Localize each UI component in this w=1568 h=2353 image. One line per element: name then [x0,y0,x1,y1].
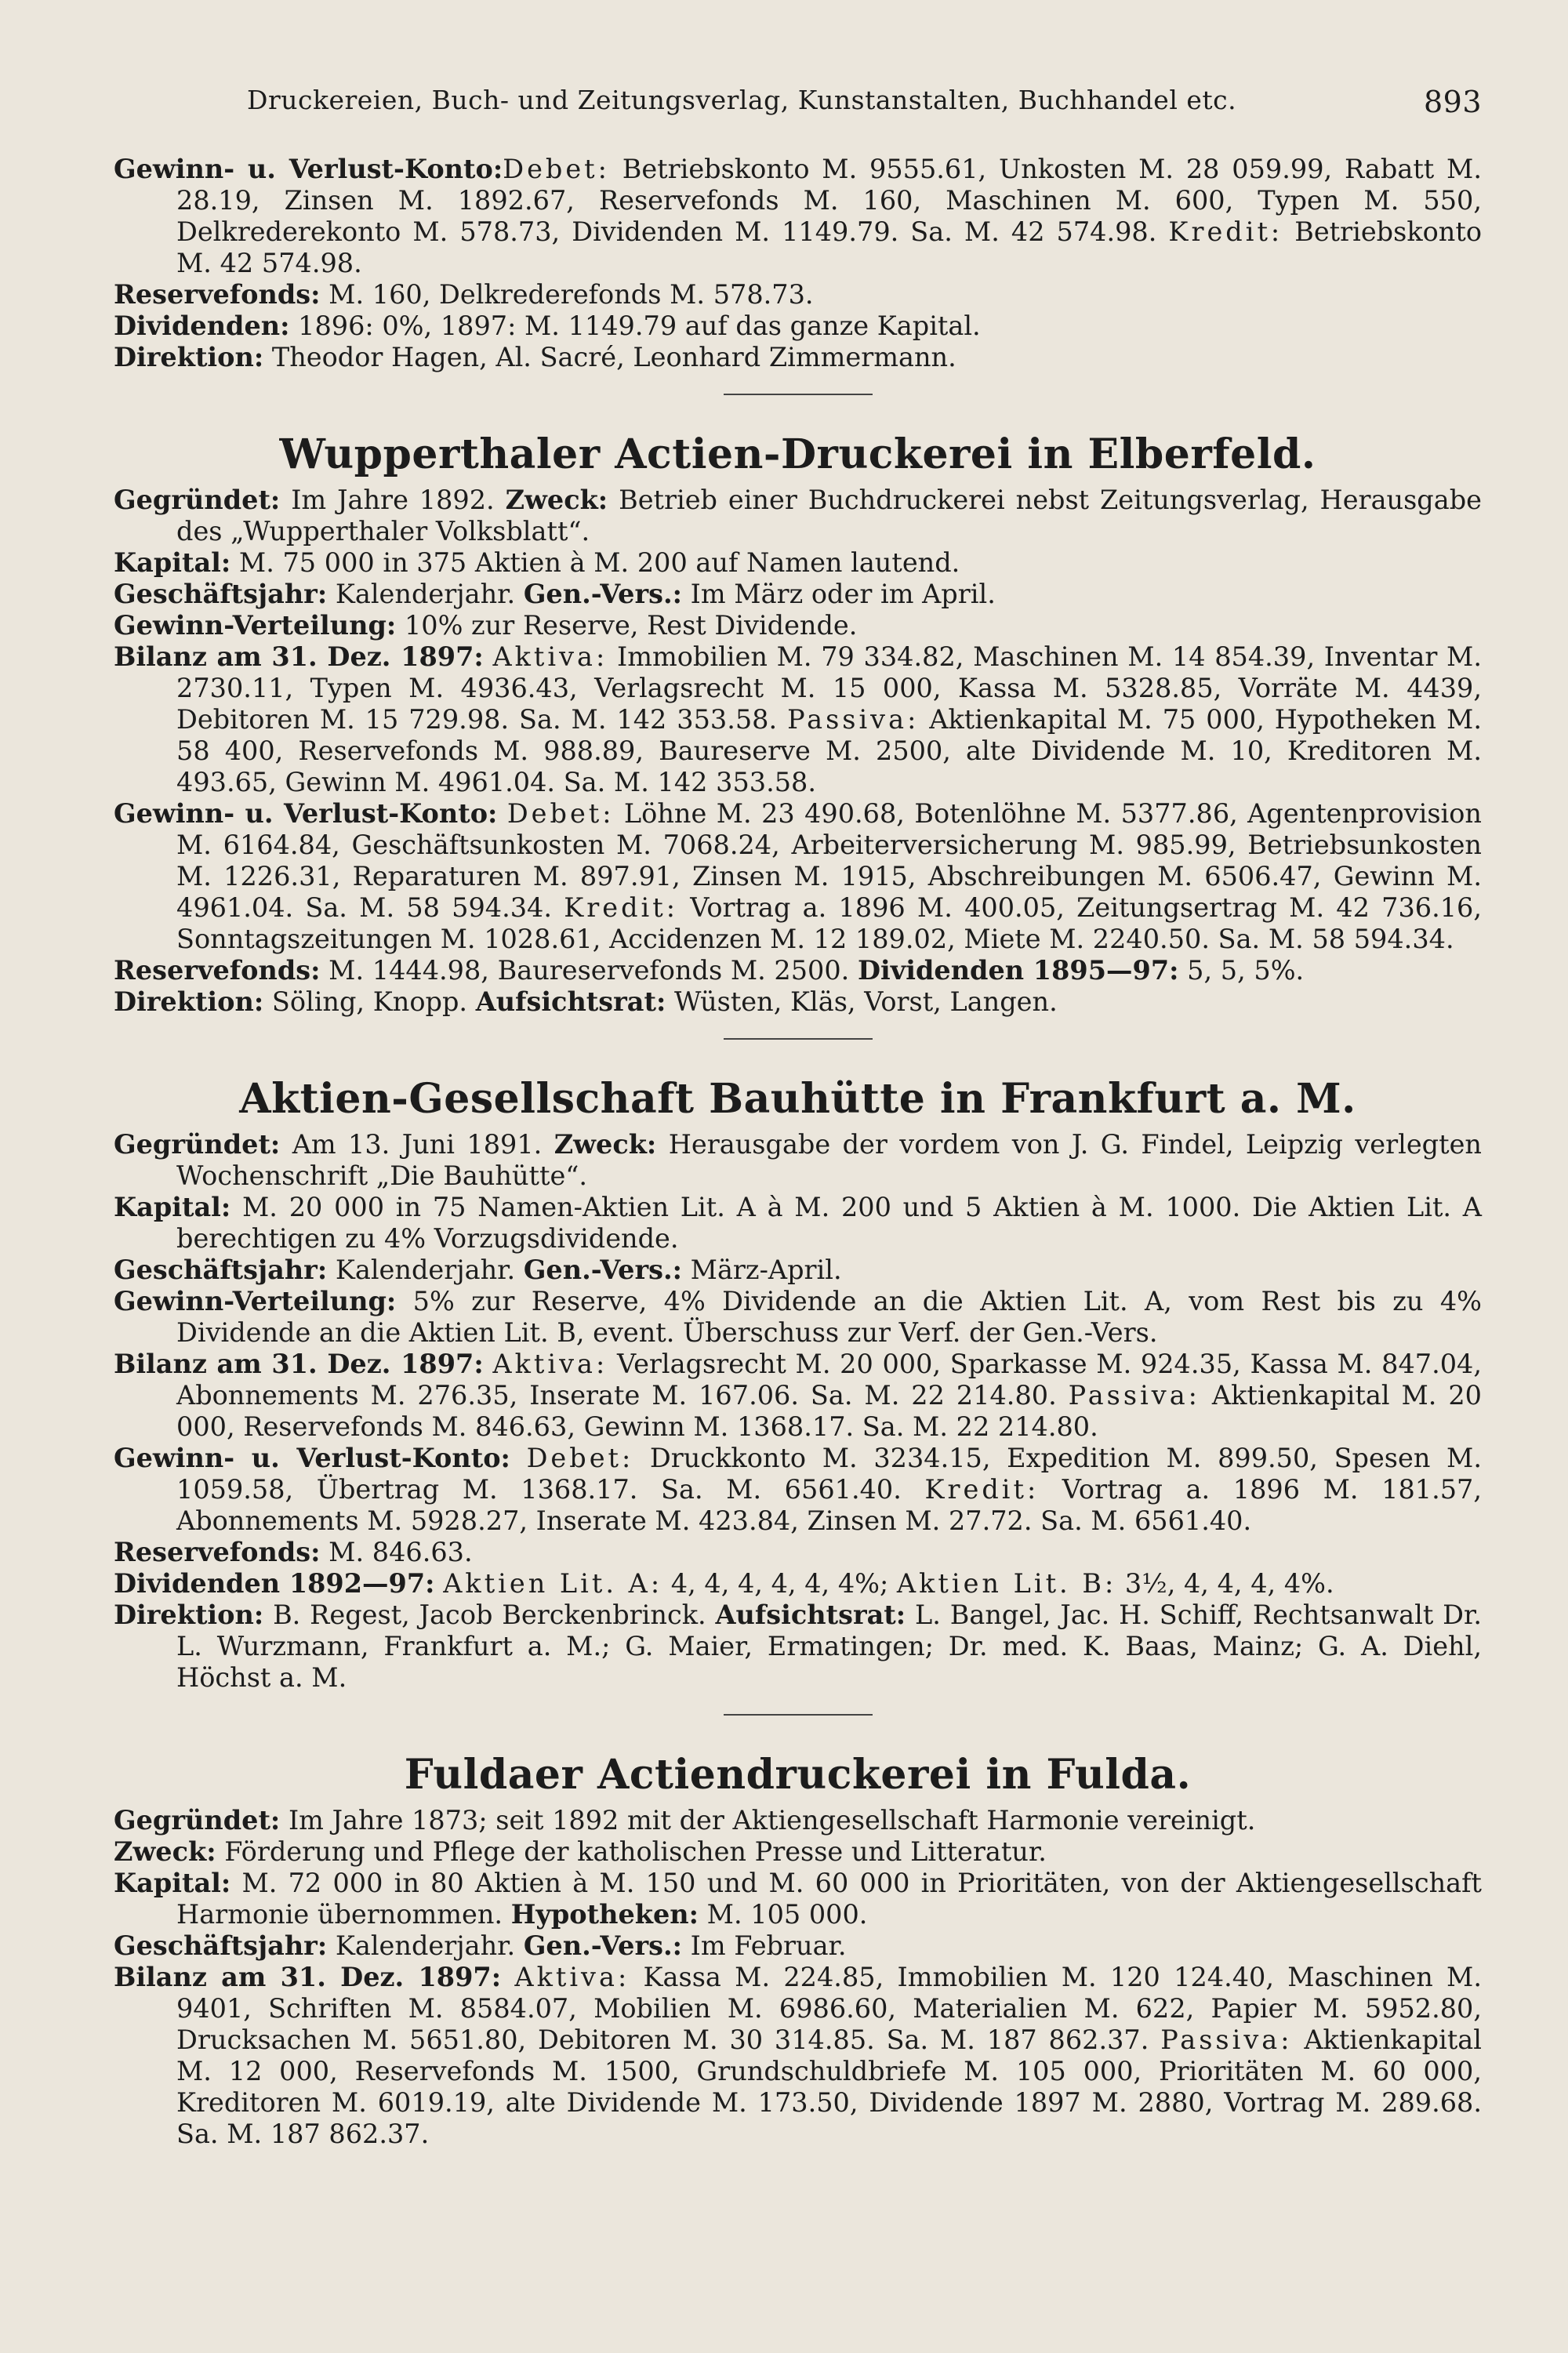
entry-label: Gewinn- u. Verlust-Konto: [114,798,498,829]
entry-text: M. 75 000 in 375 Aktien à M. 200 auf Namen lautend. [230,547,960,578]
entry-label: Gegründet: [114,1805,281,1836]
entry-text: Im Jahre 1892. [280,485,506,515]
entry-label: Kapital: [114,547,231,578]
inline-label: Aufsichtsrat: [715,1600,906,1630]
entry-text: Verlagsrecht M. 20 000, Sparkasse M. 924.35, Kassa M. 847.04, Abonnements M. 276.35, Inserate M. 167.06. Sa. M. 22 214.80. [176,1349,1482,1411]
entry-paragraph [114,1537,1482,1568]
entry-paragraph [114,798,1482,955]
entry-label: Bilanz am 31. Dez. 1897: [114,641,484,672]
entry-text: M. 846.63. [320,1537,473,1567]
spaced-term: Passiva: [1068,1380,1200,1411]
entry-text [501,1962,514,1992]
inline-label: Zweck: [505,485,608,515]
entry-text: M. 20 000 in 75 Namen-Aktien Lit. A à M. 200 und 5 Aktien à M. 1000. Die Aktien Lit. A berechtigen zu 4% Vorzugsdividende. [176,1192,1482,1254]
inline-label: Gen.-Vers.: [523,579,682,609]
entry-paragraph [114,310,1482,342]
entry-label: Dividenden 1892—97: [114,1568,435,1599]
entry-text: Aktienkapital M. 20 000, Reservefonds M. 846.63, Gewinn M. 1368.17. Sa. M. 22 214.80. [176,1380,1482,1442]
entry-label: Bilanz am 31. Dez. 1897: [114,1962,502,1992]
entry-text: Kalenderjahr. [327,1255,524,1285]
section-title: Fuldaer Actiendruckerei in Fulda. [404,1751,1192,1799]
entry-text: Kalenderjahr. [327,1930,524,1961]
entry-text: M. 160, Delkrederefonds M. 578.73. [320,279,814,310]
entry-paragraph [114,342,1482,373]
entry-label: Direktion: [114,342,264,372]
entry-text: L. Bangel, Jac. H. Schiff, Rechtsanwalt Dr. L. Wurzmann, Frankfurt a. M.; G. Maier, Ermatingen; Dr. med. K. Baas, Mainz; G. A. Diehl, Höchst a. M. [176,1600,1482,1693]
spaced-term: Debet: [526,1443,634,1473]
entry-paragraph [114,1255,1482,1286]
entry-text: Kalenderjahr. [327,579,524,609]
entry-text: Immobilien M. 79 334.82, Maschinen M. 14 854.39, Inventar M. 2730.11, Typen M. 4936.43, Verlagsrecht M. 15 000, Kassa M. 5328.85, Vorräte M. 4439, Debitoren M. 15 729.98. Sa. M. 142 353.58. [176,641,1482,735]
entry-paragraph [114,547,1482,579]
entry-label: Bilanz am 31. Dez. 1897: [114,1349,484,1379]
entry-label: Reservefonds: [114,955,321,986]
entry-text: Im März oder im April. [682,579,996,609]
entry-text: Am 13. Juni 1891. [280,1129,554,1160]
entry-label: Gegründet: [114,485,281,515]
entry-paragraph [114,1443,1482,1537]
entry-label: Geschäftsjahr: [114,1255,328,1285]
entry-label: Gewinn- u. Verlust-Konto: [114,154,503,184]
spaced-term: Kredit: [564,892,679,923]
spaced-term: Kredit: [1168,216,1283,247]
entry-paragraph [114,1962,1482,2150]
entry-text: Aktienkapital M. 75 000, Hypotheken M. 58 400, Reservefonds M. 988.89, Baureserve M. 2500, alte Dividende M. 10, Kreditoren M. 493.65, Gewinn M. 4961.04. Sa. M. 142 353.58. [176,704,1482,797]
entry-text: Wüsten, Kläs, Vorst, Langen. [666,986,1058,1017]
inline-label: Hypotheken: [510,1899,699,1930]
entry-text: Löhne M. 23 490.68, Botenlöhne M. 5377.86, Agentenprovision M. 6164.84, Geschäftsunkosten M. 7068.24, Arbeiterversicherung M. 985.99, Betriebsunkosten M. 1226.31, Reparaturen M. 897.91, Zinsen M. 1915, Abschreibungen M. 6506.47, Gewinn M. 4961.04. Sa. M. 58 594.34. [176,798,1482,923]
entry-text [510,1443,527,1473]
spaced-term: Aktiva: [514,1962,630,1992]
entry-paragraph [114,1836,1482,1868]
spaced-term: Passiva: [1160,2024,1293,2055]
entry-text: Förderung und Pflege der katholischen Presse und Litteratur. [216,1836,1047,1867]
inline-label: Aufsichtsrat: [475,986,666,1017]
entry-paragraph [114,154,1482,279]
entry-paragraph [114,279,1482,310]
entry-text: Betrieb einer Buchdruckerei nebst Zeitungsverlag, Herausgabe des „Wupperthaler Volksblatt“. [176,485,1482,546]
entry-text: Im Februar. [682,1930,847,1961]
entry-paragraph [114,955,1482,986]
entry-text: 3½, 4, 4, 4, 4%. [1116,1568,1334,1599]
entry-text: 5, 5, 5%. [1178,955,1305,986]
section-divider [724,1714,873,1716]
entry-text: Druckkonto M. 3234.15, Expedition M. 899.50, Spesen M. 1059.58, Übertrag M. 1368.17. Sa. M. 6561.40. [176,1443,1482,1505]
spaced-term: Debet: [503,154,610,184]
entry-paragraph [114,641,1482,798]
entry-text: Theodor Hagen, Al. Sacré, Leonhard Zimmermann. [263,342,956,372]
entry-label: Gewinn-Verteilung: [114,1286,397,1316]
entry-label: Geschäftsjahr: [114,579,328,609]
section-title: Aktien-Gesellschaft Bauhütte in Frankfurt a. M. [239,1075,1356,1123]
entry-text: Vortrag a. 1896 M. 181.57, Abonnements M. 5928.27, Inserate M. 423.84, Zinsen M. 27.72. Sa. M. 6561.40. [176,1474,1482,1536]
section-title: Wupperthaler Actien-Druckerei in Elberfeld. [279,430,1316,478]
entry-label: Gewinn- u. Verlust-Konto: [114,1443,510,1473]
running-head-title: Druckereien, Buch- und Zeitungsverlag, Kunstanstalten, Buchhandel etc. [247,85,1237,115]
entry-text: Im Jahre 1873; seit 1892 mit der Aktiengesellschaft Harmonie vereinigt. [280,1805,1256,1836]
entry-paragraph [114,1805,1482,1836]
spaced-term: Aktien Lit. B: [896,1568,1117,1599]
entry-label: Gegründet: [114,1129,281,1160]
spaced-term: Passiva: [787,704,920,735]
spaced-term: Aktien Lit. A: [443,1568,663,1599]
entry-paragraph [114,1930,1482,1962]
entry-text: Kassa M. 224.85, Immobilien M. 120 124.40, Maschinen M. 9401, Schriften M. 8584.07, Mobilien M. 6986.60, Materialien M. 622, Papier M. 5952.80, Drucksachen M. 5651.80, Debitoren M. 30 314.85. Sa. M. 187 862.37. [176,1962,1482,2055]
entry-text [484,641,493,672]
entry-text [435,1568,444,1599]
entry-paragraph [114,1868,1482,1930]
entry-label: Reservefonds: [114,1537,321,1567]
entry-paragraph [114,1568,1482,1600]
entry-text: Betriebskonto M. 42 574.98. [176,216,1482,278]
entry-label: Direktion: [114,1600,264,1630]
entry-paragraph [114,579,1482,610]
entry-paragraph [114,1349,1482,1443]
spaced-term: Debet: [506,798,615,829]
entry-text: M. 105 000. [699,1899,868,1930]
entry-paragraph [114,1192,1482,1255]
entry-label: Zweck: [114,1836,216,1867]
page-content [114,154,1482,2150]
entry-text: B. Regest, Jacob Berckenbrinck. [263,1600,716,1630]
spaced-term: Aktiva: [492,1349,608,1379]
entry-label: Kapital: [114,1192,231,1222]
spaced-term: Kredit: [924,1474,1040,1505]
entry-text: M. 1444.98, Baureservefonds M. 2500. [320,955,858,986]
entry-text: Aktienkapital M. 12 000, Reservefonds M. 1500, Grundschuldbriefe M. 105 000, Prioritäten M. 60 000, Kreditoren M. 6019.19, alte Dividende M. 173.50, Dividende 1897 M. 2880, Vortrag M. 289.68. Sa. M. 187 862.37. [176,2024,1482,2149]
entry-text: 1896: 0%, 1897: M. 1149.79 auf das ganze Kapital. [289,310,981,341]
inline-label: Gen.-Vers.: [523,1930,682,1961]
entry-text: 5% zur Reserve, 4% Dividende an die Aktien Lit. A, vom Rest bis zu 4% Dividende an die Aktien Lit. B, event. Überschuss zur Verf. der Gen.-Vers. [176,1286,1482,1348]
entry-paragraph [114,485,1482,547]
section-divider [724,394,873,395]
entry-text: Vortrag a. 1896 M. 400.05, Zeitungsertrag M. 42 736.16, Sonntagszeitungen M. 1028.61, Accidenzen M. 12 189.02, Miete M. 2240.50. Sa. M. 58 594.34. [176,892,1483,954]
entry-paragraph [114,1129,1482,1192]
entry-paragraph [114,1600,1482,1694]
entry-label: Direktion: [114,986,264,1017]
entry-paragraph [114,610,1482,641]
entry-text: M. 72 000 in 80 Aktien à M. 150 und M. 60 000 in Prioritäten, von der Aktiengesellschaft Harmonie übernommen. [176,1868,1482,1930]
inline-label: Dividenden 1895—97: [857,955,1179,986]
entry-label: Geschäftsjahr: [114,1930,328,1961]
spaced-term: Aktiva: [492,641,608,672]
entry-label: Dividenden: [114,310,290,341]
inline-label: Gen.-Vers.: [523,1255,682,1285]
entry-text: März-April. [682,1255,842,1285]
entry-text: Betriebskonto M. 9555.61, Unkosten M. 28 059.99, Rabatt M. 28.19, Zinsen M. 1892.67, Reservefonds M. 160, Maschinen M. 600, Typen M. 550, Delkrederekonto M. 578.73, Dividenden M. 1149.79. Sa. M. 42 574.98. [176,154,1482,247]
entry-text [484,1349,493,1379]
entry-text: 4, 4, 4, 4, 4, 4%; [662,1568,897,1599]
entry-paragraph [114,986,1482,1018]
entry-text: 10% zur Reserve, Rest Dividende. [396,610,858,641]
entry-label: Gewinn-Verteilung: [114,610,397,641]
inline-label: Zweck: [554,1129,657,1160]
entry-label: Kapital: [114,1868,231,1898]
entry-text: Herausgabe der vordem von J. G. Findel, Leipzig verlegten Wochenschrift „Die Bauhütte“. [176,1129,1482,1191]
section-divider [724,1038,873,1040]
entry-text [497,798,506,829]
entry-paragraph [114,1286,1482,1349]
page-number: 893 [1423,85,1482,119]
entry-text: Söling, Knopp. [263,986,476,1017]
entry-label: Reservefonds: [114,279,321,310]
